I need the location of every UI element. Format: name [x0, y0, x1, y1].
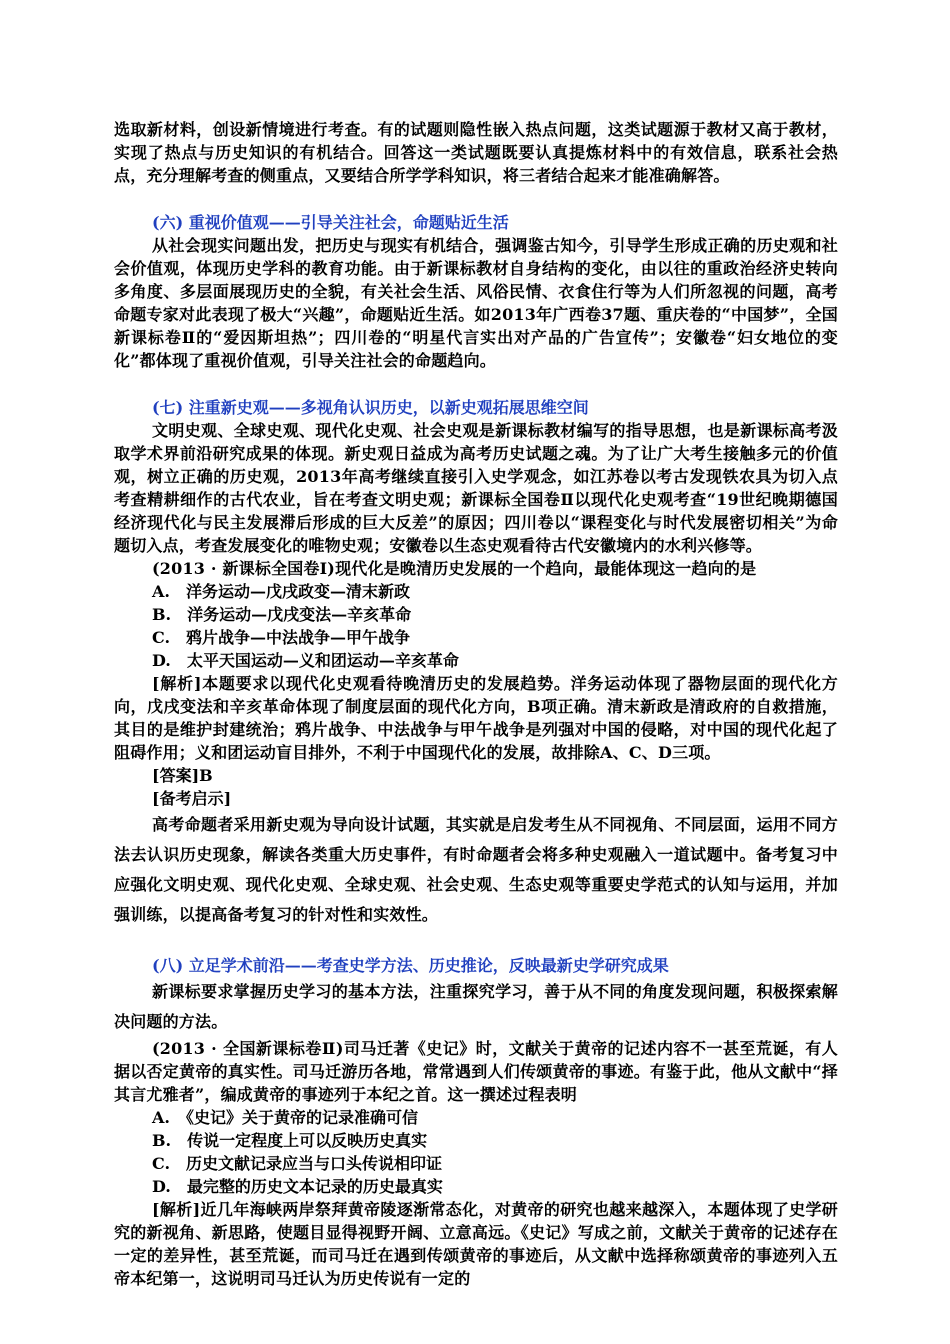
section6-heading: (六) 重视价值观——引导关注社会，命题贴近生活 — [152, 213, 509, 232]
section7-option-a: A. 洋务运动—戊戌政变—清末新政 — [152, 582, 410, 601]
intro-paragraph: 选取新材料，创设新情境进行考查。有的试题则隐性嵌入热点问题，这类试题源于教材又高于教材，实现了热点与历史知识的有机结合。回答这一类试题既要认真提炼材料中的有效信息，联系社会热点，充分理解考查的侧重点，又要结合所学学科知识，将三者结合起来才能准确解答。 — [114, 120, 838, 185]
section8-heading: (八) 立足学术前沿——考查史学方法、历史推论，反映最新史学研究成果 — [152, 956, 669, 975]
section7-paragraph: 文明史观、全球史观、现代化史观、社会史观是新课标教材编写的指导思想，也是新课标高考汲取学术界前沿研究成果的体现。新史观日益成为高考历史试题之魂。为了让广大考生接触多元的价值观，树立正确的历史观，2013年高考继续直接引入史学观念，如江苏卷以考古发现铁农具为切入点考查精耕细作的古代农业，旨在考查文明史观；新课标全国卷Ⅱ以现代化史观考查“19世纪晚期德国经济现代化与民主发展滞后形成的巨大反差”的原因；四川卷以“课程变化与时代发展密切相关”为命题切入点，考查发展变化的唯物史观；安徽卷以生态史观看待古代安徽境内的水利兴修等。 — [114, 421, 838, 555]
section8-option-c: C. 历史文献记录应当与口头传说相印证 — [152, 1154, 443, 1173]
section7-option-b: B. 洋务运动—戊戌变法—辛亥革命 — [152, 605, 412, 624]
section8-option-d: D. 最完整的历史文本记录的历史最真实 — [152, 1177, 443, 1196]
section7-answer: [答案]B — [152, 766, 213, 785]
section8-option-b: B. 传说一定程度上可以反映历史真实 — [152, 1131, 428, 1150]
section8-option-a: A. 《史记》关于黄帝的记录准确可信 — [152, 1108, 418, 1127]
section7-tip-label: [备考启示] — [152, 789, 232, 808]
section7-tip: 高考命题者采用新史观为导向设计试题，其实就是启发考生从不同视角、不同层面，运用不同方法去认识历史现象，解读各类重大历史事件，有时命题者会将多种史观融入一道试题中。备考复习中应强化文明史观、现代化史观、全球史观、社会史观、生态史观等重要史学范式的认知与运用，并加强训练，以提高备考复习的针对性和实效性。 — [114, 815, 838, 924]
section7-option-d: D. 太平天国运动—义和团运动—辛亥革命 — [152, 651, 459, 670]
section7-question: (2013 · 新课标全国卷Ⅰ)现代化是晚清历史发展的一个趋向，最能体现这一趋向的是 — [152, 559, 757, 578]
section7-analysis: [解析]本题要求以现代化史观看待晚清历史的发展趋势。洋务运动体现了器物层面的现代化方向，戊戌变法和辛亥革命体现了制度层面的现代化方向，B项正确。清末新政是清政府的自救措施，其目的是维护封建统治；鸦片战争、中法战争与甲午战争是列强对中国的侵略，对中国的现代化起了阻碍作用；义和团运动盲目排外，不利于中国现代化的发展，故排除A、C、D三项。 — [114, 674, 838, 762]
section7-option-c: C. 鸦片战争—中法战争—甲午战争 — [152, 628, 411, 647]
section8-paragraph: 新课标要求掌握历史学习的基本方法，注重探究学习，善于从不同的角度发现问题，积极探索解决问题的方法。 — [114, 982, 838, 1031]
section7-heading: (七) 注重新史观——多视角认识历史，以新史观拓展思维空间 — [152, 398, 589, 417]
section8-analysis: [解析]近几年海峡两岸祭拜黄帝陵逐渐常态化，对黄帝的研究也越来越深入，本题体现了史学研究的新视角、新思路，使题目显得视野开阔、立意高远。《史记》写成之前，文献关于黄帝的记述存在一定的差异性，甚至荒诞，而司马迁在遇到传颂黄帝的事迹后，从文献中选择称颂黄帝的事迹列入五帝本纪第一，这说明司马迁认为历史传说有一定的 — [114, 1200, 838, 1288]
section8-question: (2013 · 全国新课标卷Ⅱ)司马迁著《史记》时，文献关于黄帝的记述内容不一甚至荒诞，有人据以否定黄帝的真实性。司马迁游历各地，常常遇到人们传颂黄帝的事迹。有鉴于此，他从文献中“择其言尤雅者”，编成黄帝的事迹列于本纪之首。这一撰述过程表明 — [114, 1039, 838, 1104]
section6-paragraph: 从社会现实问题出发，把历史与现实有机结合，强调鉴古知今，引导学生形成正确的历史观和社会价值观，体现历史学科的教育功能。由于新课标教材自身结构的变化，由以往的重政治经济史转向多角度、多层面展现历史的全貌，有关社会生活、风俗民情、衣食住行等为人们所忽视的问题，高考命题专家对此表现了极大“兴趣”，命题贴近生活。如2013年广西卷37题、重庆卷的“中国梦”，全国新课标卷Ⅱ的“爱因斯坦热”；四川卷的“明星代言实出对产品的广告宣传”；安徽卷“妇女地位的变化”都体现了重视价值观，引导关注社会的命题趋向。 — [114, 236, 838, 370]
